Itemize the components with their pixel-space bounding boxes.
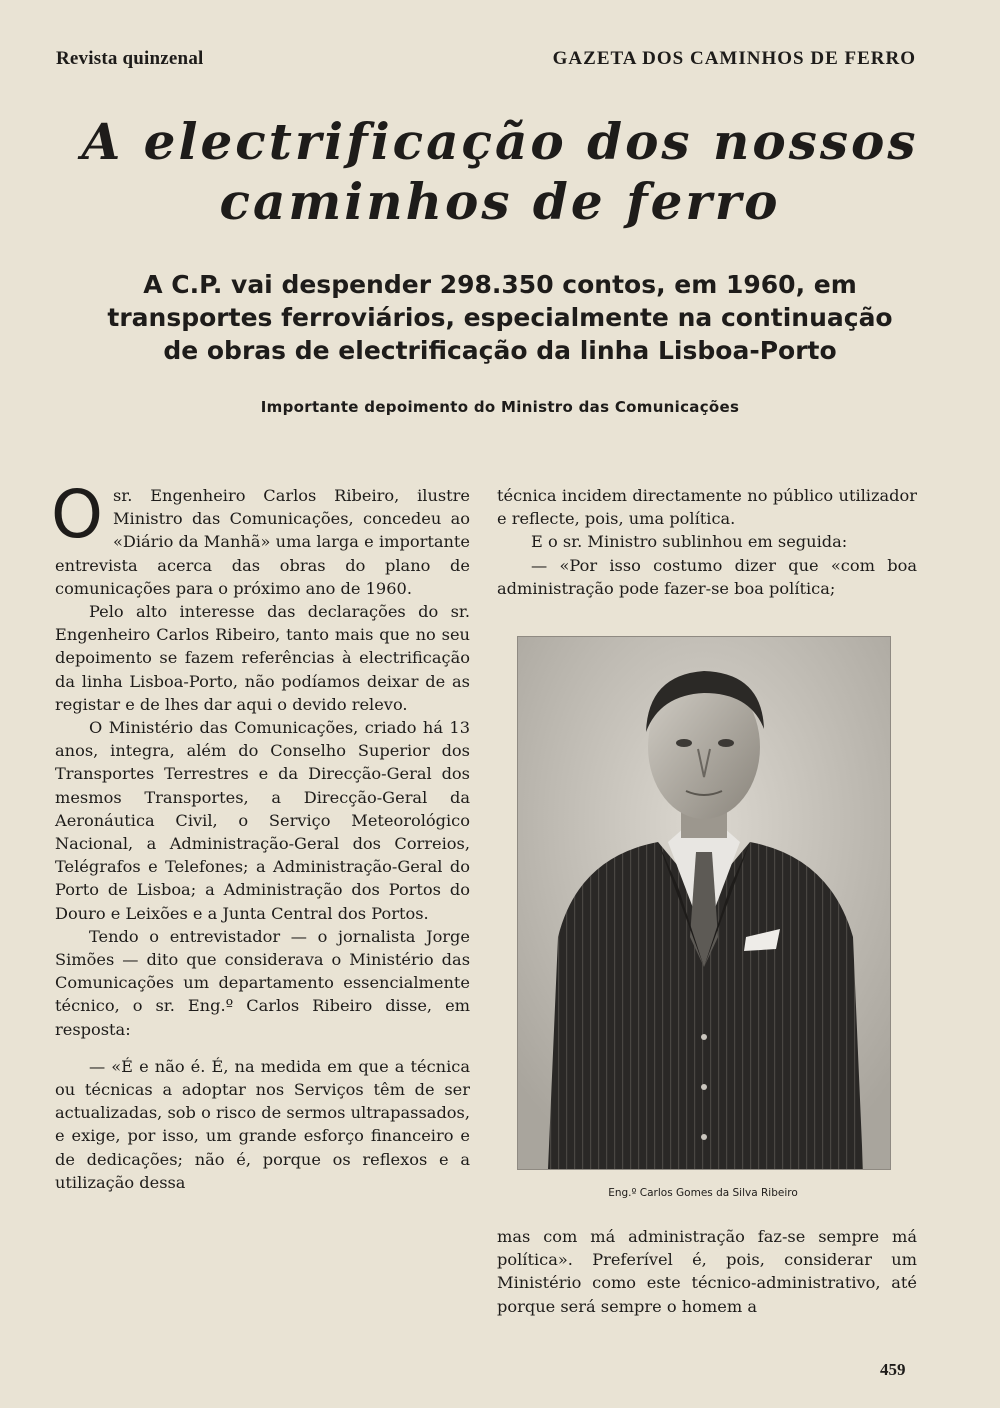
paragraph-4: Tendo o entrevistador — o jornalista Jorge Simões — dito que considerava o Ministério das Comunicações um departamento essencialmente técnico, o sr. Eng.º Carlos Ribeiro disse, em resposta: xyxy=(55,926,470,1039)
photo-caption: Eng.º Carlos Gomes da Silva Ribeiro xyxy=(608,1187,798,1199)
paragraph-1 xyxy=(51,476,470,600)
article-subtitle xyxy=(40,268,960,367)
right-column-top xyxy=(497,484,917,600)
article-title-line-1: A electrificação dos nossos xyxy=(81,112,919,171)
paragraph-5: — «É e não é. É, na medida em que a técnica ou técnicas a adoptar nos Serviços têm de ser actualizadas, sob o risco de sermos ultrapassados, e exige, por isso, um grande esforço financeiro e de dedicações; não é, porque os reflexos e a utilização dessa xyxy=(55,1056,470,1192)
article-kicker: Importante depoimento do Ministro das Comunicações xyxy=(260,398,740,416)
drop-cap: O xyxy=(51,476,103,553)
right-column-bottom xyxy=(497,1225,917,1318)
paragraph-6: técnica incidem directamente no público utilizador e reflecte, pois, uma política. xyxy=(497,486,917,529)
page-number: 459 xyxy=(880,1360,906,1379)
portrait-photo-image xyxy=(518,637,890,1169)
article-title-line-2: caminhos de ferro xyxy=(219,172,781,231)
header-magazine-name: GAZETA DOS CAMINHOS DE FERRO xyxy=(552,48,916,69)
paragraph-2: Pelo alto interesse das declarações do sr. Engenheiro Carlos Ribeiro, tanto mais que no seu depoimento se fazem referências à electrificação da linha Lisboa-Porto, não podíamos deixar de as registar e de lhes dar aqui o devido relevo. xyxy=(55,602,470,714)
paragraph-9: mas com má administração faz-se sempre má política». Preferível é, pois, considerar um Ministério como este técnico-administrativo, até porque será sempre o homem a xyxy=(497,1227,917,1316)
article-subtitle-line-3: de obras de electrificação da linha Lisboa-Porto xyxy=(163,336,837,365)
portrait-photo xyxy=(517,636,891,1170)
header-publication-frequency: Revista quinzenal xyxy=(56,48,204,69)
paragraph-7: E o sr. Ministro sublinhou em seguida: xyxy=(531,532,848,552)
left-column xyxy=(51,476,470,1194)
article-title xyxy=(40,112,960,232)
article-subtitle-line-2: transportes ferroviários, especialmente na continuação xyxy=(107,303,893,332)
paragraph-1-text: sr. Engenheiro Carlos Ribeiro, ilustre Ministro das Comunicações, concedeu ao «Diário da Manhã» uma larga e importante entrevista acerca das obras do plano de comunicações para o próximo ano de 1960. xyxy=(55,486,470,598)
article-subtitle-line-1: A C.P. vai despender 298.350 contos, em 1960, em xyxy=(143,270,857,299)
paragraph-8: — «Por isso costumo dizer que «com boa administração pode fazer-se boa política; xyxy=(497,555,917,598)
paragraph-3: O Ministério das Comunicações, criado há 13 anos, integra, além do Conselho Superior dos Transportes Terrestres e da Direcção-Geral dos mesmos Transportes, a Direcção-Geral da Aeronáutica Civil, o Serviço Meteorológico Nacional, a Administração-Geral dos Correios, Telégrafos e Telefones; a Administração-Geral do Porto de Lisboa; a Administração dos Portos do Douro e Leixões e a Junta Central dos Portos. xyxy=(55,718,470,923)
